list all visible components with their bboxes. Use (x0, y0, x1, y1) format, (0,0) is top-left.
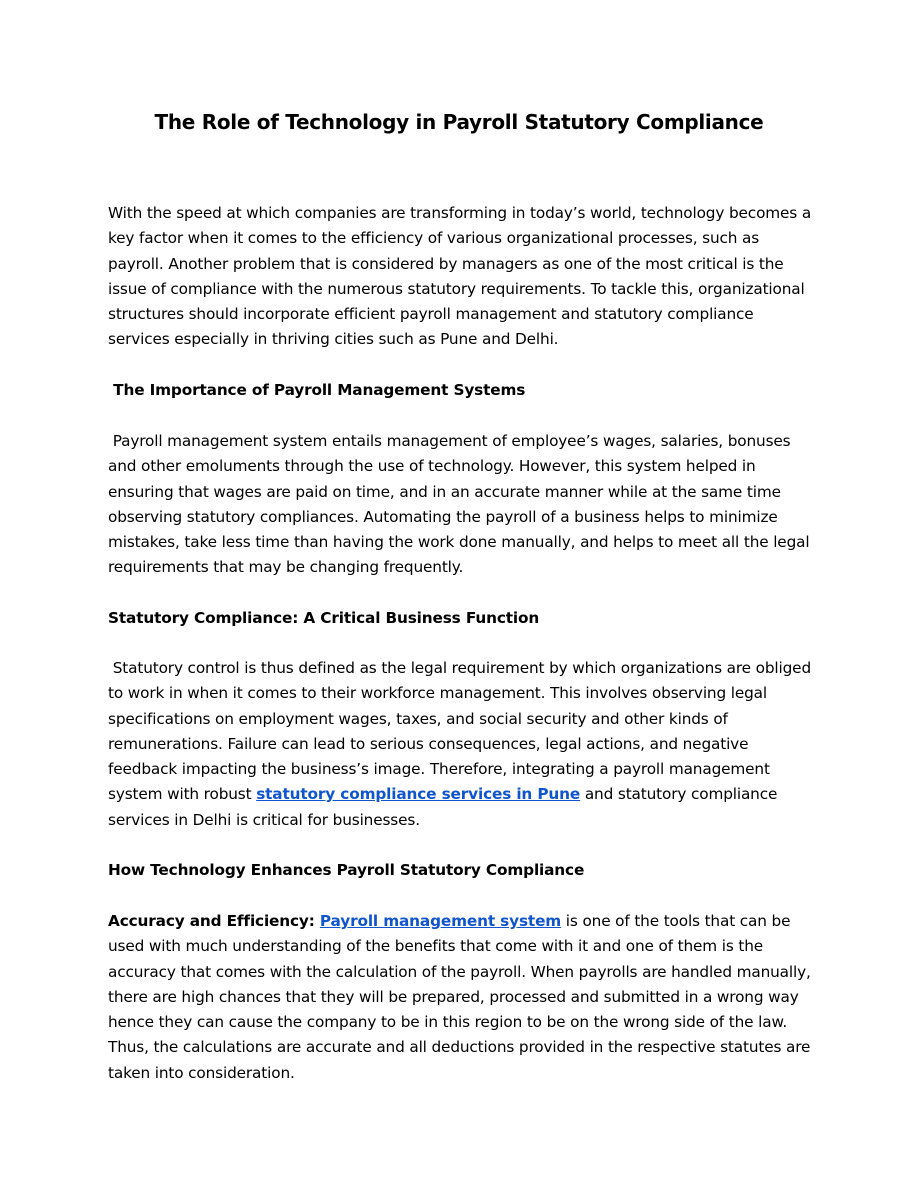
accuracy-efficiency-paragraph (108, 909, 814, 1086)
accuracy-efficiency-lead: Accuracy and Efficiency: (108, 912, 320, 930)
statutory-compliance-pune-link[interactable]: statutory compliance services in Pune (256, 785, 581, 804)
statutory-compliance-text-after-link: and statutory compliance services in Delhi is critical for businesses. (108, 785, 782, 829)
section-heading-technology-enhances: How Technology Enhances Payroll Statutory Compliance (108, 861, 585, 879)
section-heading-statutory-compliance: Statutory Compliance: A Critical Business Function (108, 609, 540, 627)
statutory-compliance-paragraph (108, 656, 814, 833)
document-title: The Role of Technology in Payroll Statutory Compliance (154, 110, 764, 134)
accuracy-efficiency-body: is one of the tools that can be used with much understanding of the benefits that come with it and one of them is the accuracy that comes with the calculation of the payroll. When payrolls are handled manually, there are high chances that they will be prepared, processed and submitted in a wrong way hence they can cause the company to be in this region to be on the wrong side of the law. Thus, the calculations are accurate and all deductions provided in the respective statutes are taken into consideration. (108, 912, 811, 1082)
intro-paragraph: With the speed at which companies are transforming in today’s world, technology becomes a key factor when it comes to the efficiency of various organizational processes, such as payroll. Another problem that is considered by managers as one of the most critical is the issue of compliance with the numerous statutory requirements. To tackle this, organizational structures should incorporate efficient payroll management and statutory compliance services especially in thriving cities such as Pune and Delhi. (108, 204, 812, 349)
statutory-compliance-text-before-link: Statutory control is thus defined as the legal requirement by which organizations are obliged to work in when it comes to their workforce management. This involves observing legal specifications on employment wages, taxes, and social security and other kinds of remunerations. Failure can lead to serious consequences, legal actions, and negative feedback impacting the business’s image. Therefore, integrating a payroll management system with robust (108, 659, 816, 804)
payroll-importance-paragraph: Payroll management system entails management of employee’s wages, salaries, bonuses and other emoluments through the use of technology. However, this system helped in ensuring that wages are paid on time, and in an accurate manner while at the same time observing statutory compliances. Automating the payroll of a business helps to minimize mistakes, take less time than having the work done manually, and helps to meet all the legal requirements that may be changing frequently. (108, 432, 815, 577)
payroll-management-system-link[interactable]: Payroll management system (319, 912, 562, 930)
section-heading-payroll-importance: The Importance of Payroll Management Systems (108, 381, 526, 399)
